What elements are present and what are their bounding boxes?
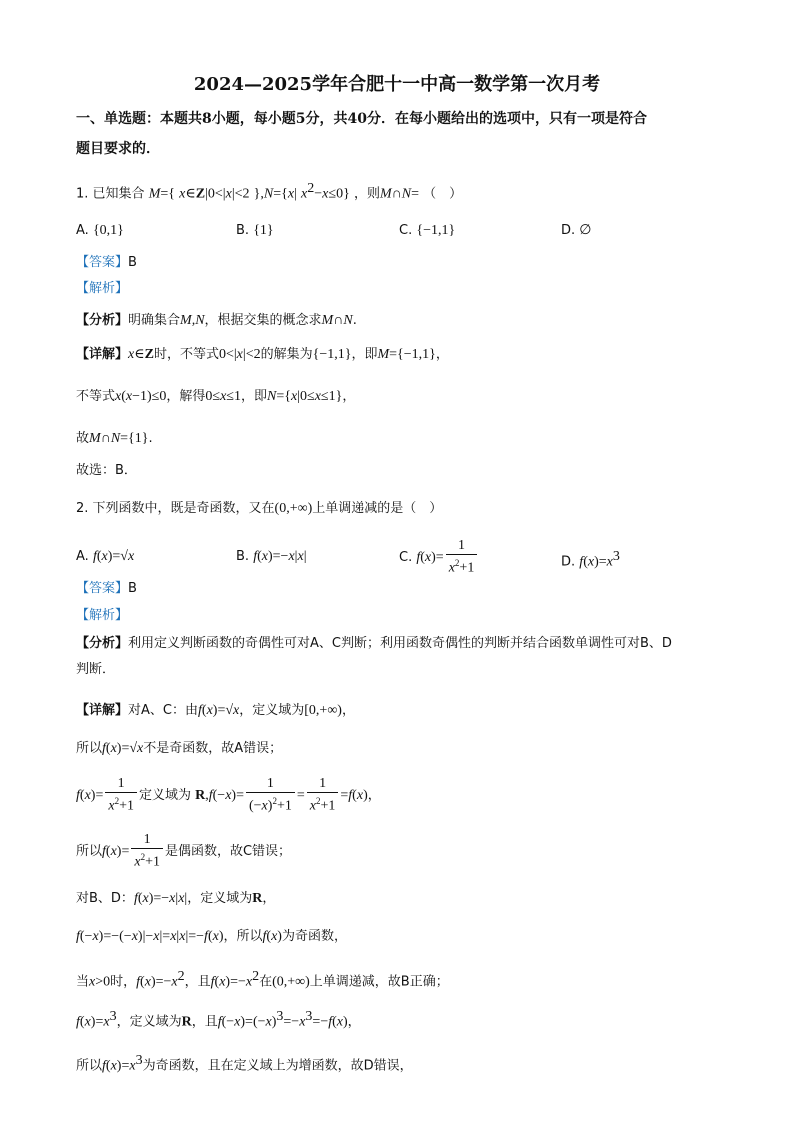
q1-detail-line2: 不等式x(x−1)≤0，解得0≤x≤1，即N={x|0≤x≤1}， [76,389,356,404]
q2-answer: 【答案】B [76,581,137,596]
q2-detail-line8: $f(x)=x^3$，定义域为R，且$f(-x)=(-x)^3=-x^3=-f(x)$， [76,1009,361,1030]
q2-option-b: B. f(x)=−x|x| [236,549,307,564]
q1-option-b: B. {1} [236,223,274,238]
q1-stem-suffix: ，则 [353,186,380,202]
q1-analysis-tag: 【解析】 [76,281,129,296]
q1-option-a: A. {0,1} [76,223,124,238]
q1-fenxi: 【分析】明确集合M,N，根据交集的概念求M∩N. [76,313,357,328]
q1-set-n: N [263,186,274,202]
q2-detail-line7: 当x>0时，$f(x)=-x^2$，且$f(x)=-x^2$在(0,+∞)上单调递减，故B正确； [76,969,449,990]
q1-set-m: M [148,186,161,202]
q2-detail-line1: 【详解】对A、C：由f(x)=√x，定义域为[0,+∞)， [76,703,355,718]
q1-answer: 【答案】B [76,255,137,270]
q2-option-a: A. f(x)=√x [76,549,135,564]
q2-detail-line2: 所以f(x)=√x不是奇函数，故A错误； [76,741,283,756]
page-title: 2024—2025学年合肥十一中高一数学第一次月考 [193,74,601,95]
q2-detail-line3: f(x)= $\frac{1}{x^2+1}$ 定义域为 R,f(−x)= $\frac{1}{(-x)^2+1}$ = $\frac{1}{x^2+1}$ =f(x)， [76,776,381,814]
q1-detail-line1: 【详解】x∈Z时，不等式0<|x|<2的解集为{−1,1}，即M={−1,1}， [76,347,449,362]
q2-detail-line5: 对B、D：f(x)=−x|x|，定义域为R， [76,891,276,906]
q2-option-d: D. $f(x)=x^3$ [561,549,620,570]
q1-choose: 故选：B． [76,463,137,478]
q2-detail-line6: f(−x)=−(−x)|−x|=x|x|=−f(x)，所以f(x)为奇函数， [76,929,347,944]
q1-paren: （ ） [423,186,463,202]
section-heading-line2: 题目要求的． [76,141,160,157]
answer-tag: 【答案】 [76,255,129,270]
q2-fenxi-line1: 【分析】利用定义判断函数的奇偶性可对A、C判断；利用函数奇偶性的判断并结合函数单调性可对B、D [76,636,672,651]
q1-option-d: D. ∅ [561,223,592,238]
q2-option-c: C. f(x)= $\frac{1}{x^2+1}$ [399,538,479,577]
section-heading-line1: 一、单选题：本题共8小题，每小题5分，共40分．在每小题给出的选项中，只有一项是符合 [76,111,647,127]
q2-fenxi-line2: 判断． [76,662,116,677]
q1-option-c: C. {−1,1} [399,223,456,238]
q1-stem: 1. 已知集合 M={ x∈Z|0<|x|<2 },N={x| $x^2-x\le 0$} ，则M∩N= （ ） [76,181,463,202]
q1-stem-prefix: 1. 已知集合 [76,186,145,202]
q1-detail-line3: 故M∩N={1}. [76,431,153,446]
q2-stem: 2. 下列函数中，既是奇函数，又在(0,+∞)上单调递减的是（ ） [76,501,443,516]
q2-detail-line9: 所以$f(x)=x^3$为奇函数，且在定义域上为增函数，故D错误， [76,1053,413,1074]
q2-analysis-tag: 【解析】 [76,608,129,623]
q2-detail-line4: 所以f(x)= $\frac{1}{x^2+1}$ 是偶函数，故C错误； [76,832,292,870]
